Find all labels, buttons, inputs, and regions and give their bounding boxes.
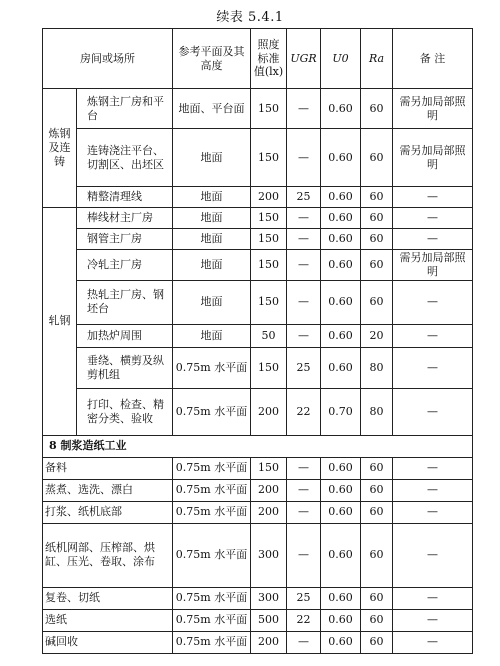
u0-value: 0.60 [321,324,361,347]
table-row [43,631,473,653]
ra-value: 60 [361,280,393,324]
u0-value: 0.60 [321,347,361,388]
u0-value: 0.70 [321,388,361,435]
ugr-value: — [287,89,321,129]
ra-value: 60 [361,609,393,631]
note-value: — [393,347,473,388]
table-row [43,523,473,587]
reference-plane: 地面 [173,324,251,347]
note-value: — [393,479,473,501]
u0-value: 0.60 [321,250,361,281]
reference-plane: 0.75m 水平面 [173,388,251,435]
table-caption: 续表 5.4.1 [216,10,284,25]
note-value: — [393,523,473,587]
ugr-value: 25 [287,347,321,388]
header-row [43,29,473,89]
ra-value: 60 [361,89,393,129]
ugr-value: — [287,501,321,523]
place-name: 打印、检查、精密分类、验收 [77,388,173,435]
ugr-value: 22 [287,388,321,435]
table-row [43,324,473,347]
ugr-value: 22 [287,609,321,631]
place-name: 打浆、纸机底部 [43,501,173,523]
ugr-value: — [287,479,321,501]
reference-plane: 0.75m 水平面 [173,631,251,653]
note-value: — [393,609,473,631]
ra-value: 60 [361,250,393,281]
table-row [43,187,473,208]
note-value: 需另加局部照明 [393,250,473,281]
place-name: 冷轧主厂房 [77,250,173,281]
table-row [43,347,473,388]
reference-plane: 地面 [173,280,251,324]
ra-value: 60 [361,587,393,609]
group-label-rolling: 轧钢 [43,208,77,436]
u0-value: 0.60 [321,187,361,208]
ugr-value: — [287,631,321,653]
ra-value: 60 [361,129,393,187]
place-name: 碱回收 [43,631,173,653]
place-name: 复卷、切纸 [43,587,173,609]
note-value: 需另加局部照明 [393,129,473,187]
ugr-value: — [287,129,321,187]
ra-value: 60 [361,501,393,523]
reference-plane: 0.75m 水平面 [173,457,251,479]
u0-value: 0.60 [321,89,361,129]
ugr-value: — [287,250,321,281]
header-note: 备 注 [393,29,473,89]
reference-plane: 地面 [173,208,251,229]
illuminance-value: 150 [251,129,287,187]
u0-value: 0.60 [321,609,361,631]
place-name: 炼钢主厂房和平台 [77,89,173,129]
header-illuminance: 照度标准值(lx) [251,29,287,89]
ugr-value: 25 [287,187,321,208]
illuminance-value: 500 [251,609,287,631]
note-value: 需另加局部照明 [393,89,473,129]
illuminance-value: 150 [251,229,287,250]
place-name: 选纸 [43,609,173,631]
ra-value: 60 [361,187,393,208]
note-value: — [393,457,473,479]
ugr-value: — [287,457,321,479]
note-value: — [393,208,473,229]
ugr-value: — [287,523,321,587]
ugr-value: 25 [287,587,321,609]
place-name: 棒线材主厂房 [77,208,173,229]
table-row [43,89,473,129]
u0-value: 0.60 [321,631,361,653]
u0-value: 0.60 [321,280,361,324]
ra-value: 60 [361,229,393,250]
reference-plane: 0.75m 水平面 [173,609,251,631]
place-name: 连铸浇注平台、切割区、出坯区 [77,129,173,187]
reference-plane: 地面 [173,187,251,208]
reference-plane: 地面、平台面 [173,89,251,129]
u0-value: 0.60 [321,587,361,609]
place-name: 热轧主厂房、钢坯台 [77,280,173,324]
ra-value: 80 [361,388,393,435]
place-name: 精整清理线 [77,187,173,208]
header-u0: U0 [321,29,361,89]
reference-plane: 0.75m 水平面 [173,501,251,523]
illuminance-value: 150 [251,208,287,229]
illuminance-value: 150 [251,89,287,129]
u0-value: 0.60 [321,457,361,479]
place-name: 加热炉周围 [77,324,173,347]
illuminance-value: 150 [251,457,287,479]
illuminance-value: 200 [251,631,287,653]
illuminance-value: 150 [251,347,287,388]
place-name: 蒸煮、选洗、漂白 [43,479,173,501]
note-value: — [393,388,473,435]
note-value: — [393,324,473,347]
reference-plane: 0.75m 水平面 [173,479,251,501]
ra-value: 60 [361,457,393,479]
ra-value: 80 [361,347,393,388]
illuminance-value: 200 [251,187,287,208]
table-row [43,457,473,479]
header-place: 房间或场所 [43,29,173,89]
reference-plane: 0.75m 水平面 [173,347,251,388]
ra-value: 60 [361,479,393,501]
place-name: 垂绕、横剪及纵剪机组 [77,347,173,388]
reference-plane: 地面 [173,250,251,281]
reference-plane: 地面 [173,229,251,250]
ugr-value: — [287,280,321,324]
table-row [43,280,473,324]
table-row [43,501,473,523]
ra-value: 60 [361,523,393,587]
header-ugr: UGR [287,29,321,89]
ra-value: 60 [361,631,393,653]
ugr-value: — [287,229,321,250]
u0-value: 0.60 [321,129,361,187]
place-name: 纸机网部、压榨部、烘缸、压光、卷取、涂布 [43,523,173,587]
illuminance-value: 300 [251,523,287,587]
u0-value: 0.60 [321,208,361,229]
ra-value: 60 [361,208,393,229]
illuminance-value: 200 [251,388,287,435]
reference-plane: 0.75m 水平面 [173,523,251,587]
section-title: 8 制浆造纸工业 [43,435,473,457]
note-value: — [393,229,473,250]
table-row [43,208,473,229]
u0-value: 0.60 [321,229,361,250]
illuminance-value: 200 [251,479,287,501]
header-ra: Ra [361,29,393,89]
note-value: — [393,187,473,208]
table-row [43,229,473,250]
illuminance-value: 300 [251,587,287,609]
table-row [43,129,473,187]
note-value: — [393,587,473,609]
place-name: 钢管主厂房 [77,229,173,250]
u0-value: 0.60 [321,479,361,501]
ugr-value: — [287,208,321,229]
lighting-standards-table [42,28,473,654]
header-plane: 参考平面及其高度 [173,29,251,89]
ra-value: 20 [361,324,393,347]
reference-plane: 地面 [173,129,251,187]
illuminance-value: 150 [251,250,287,281]
place-name: 备料 [43,457,173,479]
table-row [43,388,473,435]
illuminance-value: 150 [251,280,287,324]
table-row [43,479,473,501]
note-value: — [393,280,473,324]
table-row [43,587,473,609]
ugr-value: — [287,324,321,347]
table-row [43,609,473,631]
group-label-steel-casting: 炼钢及连铸 [43,89,77,208]
reference-plane: 0.75m 水平面 [173,587,251,609]
note-value: — [393,501,473,523]
illuminance-value: 50 [251,324,287,347]
section-row [43,435,473,457]
illuminance-value: 200 [251,501,287,523]
u0-value: 0.60 [321,501,361,523]
u0-value: 0.60 [321,523,361,587]
table-row [43,250,473,281]
note-value: — [393,631,473,653]
